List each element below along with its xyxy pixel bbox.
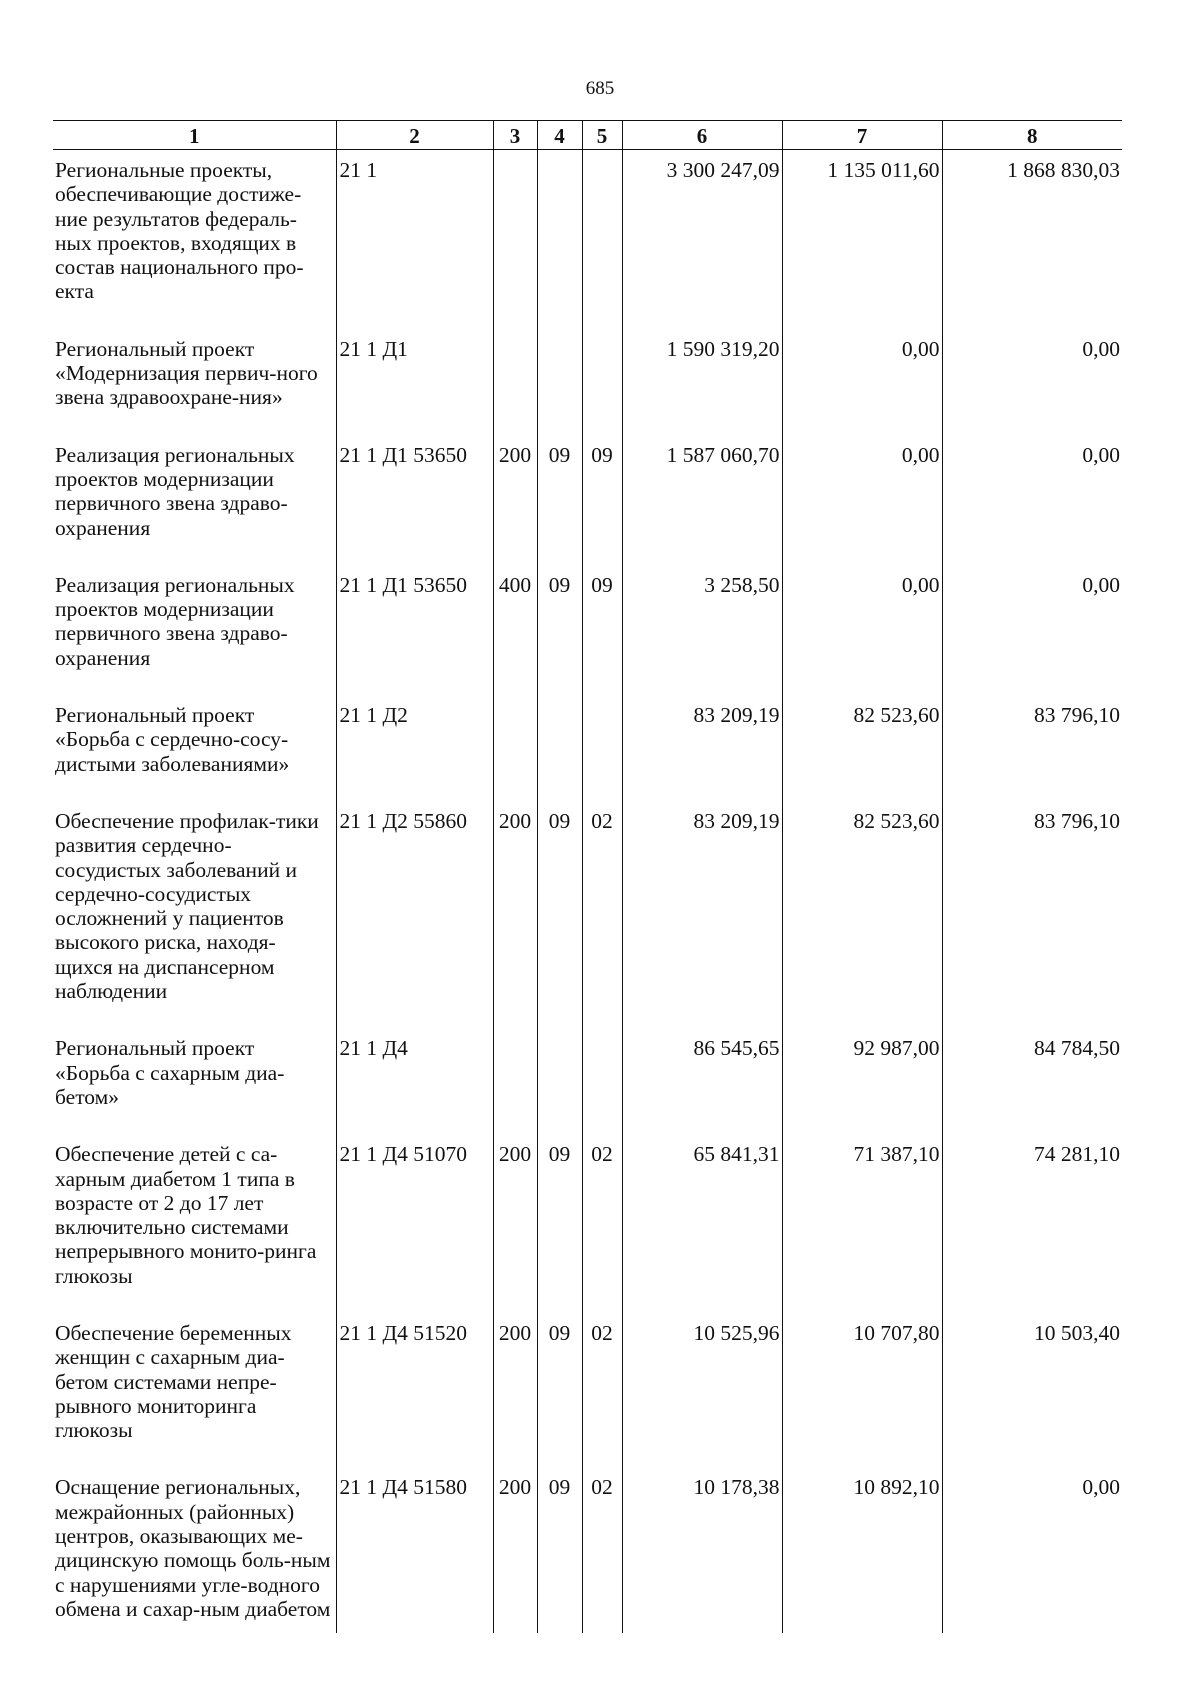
amount-col-6: 83 209,19 bbox=[622, 694, 782, 800]
amount-col-8: 83 796,10 bbox=[942, 694, 1122, 800]
target-article-code: 21 1 Д4 51070 bbox=[336, 1133, 493, 1312]
subsection-code bbox=[582, 150, 622, 328]
expense-type-code: 200 bbox=[493, 1133, 537, 1312]
subsection-code: 02 bbox=[582, 1312, 622, 1466]
amount-col-6: 86 545,65 bbox=[622, 1027, 782, 1133]
table-row bbox=[53, 328, 1122, 434]
amount-col-6: 10 525,96 bbox=[622, 1312, 782, 1466]
subsection-code: 02 bbox=[582, 800, 622, 1027]
row-name: Реализация региональных проектов модернизации первичного звена здраво-охранения bbox=[55, 572, 295, 670]
column-header: 3 bbox=[493, 121, 537, 150]
subsection-code bbox=[582, 1027, 622, 1133]
target-article-code: 21 1 Д2 bbox=[336, 694, 493, 800]
amount-col-7: 0,00 bbox=[782, 564, 942, 694]
page-number: 685 bbox=[585, 78, 615, 99]
amount-col-6: 3 258,50 bbox=[622, 564, 782, 694]
amount-col-7: 71 387,10 bbox=[782, 1133, 942, 1312]
expense-type-code: 200 bbox=[493, 1466, 537, 1633]
subsection-code: 09 bbox=[582, 434, 622, 564]
column-header: 2 bbox=[336, 121, 493, 150]
section-code bbox=[537, 1027, 582, 1133]
amount-col-6: 83 209,19 bbox=[622, 800, 782, 1027]
subsection-code bbox=[582, 328, 622, 434]
amount-col-7: 1 135 011,60 bbox=[782, 150, 942, 328]
target-article-code: 21 1 Д4 bbox=[336, 1027, 493, 1133]
expense-type-code: 200 bbox=[493, 800, 537, 1027]
amount-col-6: 10 178,38 bbox=[622, 1466, 782, 1633]
table-row bbox=[53, 1133, 1122, 1312]
table-row bbox=[53, 694, 1122, 800]
row-name: Обеспечение профилак-тики развития сердечно-сосудистых заболеваний и сердечно-сосудистых осложнений у пациентов высокого риска, находя-щихся на диспансерном наблюдении bbox=[55, 808, 319, 1004]
amount-col-7: 10 892,10 bbox=[782, 1466, 942, 1633]
row-name: Региональный проект «Модернизация первич-ного звена здравоохране-ния» bbox=[55, 336, 318, 410]
table-row bbox=[53, 150, 1122, 328]
column-header: 8 bbox=[942, 121, 1122, 150]
amount-col-6: 65 841,31 bbox=[622, 1133, 782, 1312]
expense-type-code: 400 bbox=[493, 564, 537, 694]
amount-col-7: 82 523,60 bbox=[782, 800, 942, 1027]
subsection-code bbox=[582, 694, 622, 800]
expense-type-code bbox=[493, 328, 537, 434]
target-article-code: 21 1 bbox=[336, 150, 493, 328]
target-article-code: 21 1 Д1 53650 bbox=[336, 564, 493, 694]
amount-col-8: 1 868 830,03 bbox=[942, 150, 1122, 328]
expense-type-code bbox=[493, 694, 537, 800]
amount-col-7: 10 707,80 bbox=[782, 1312, 942, 1466]
budget-table bbox=[53, 120, 1122, 1633]
expense-type-code bbox=[493, 150, 537, 328]
row-name: Региональный проект «Борьба с сахарным диа-бетом» bbox=[55, 1036, 285, 1109]
row-name: Оснащение региональных, межрайонных (районных) центров, оказывающих ме-дицинскую помощь боль-ным с нарушениями угле-водного обмена и сахар-ным диабетом bbox=[55, 1475, 331, 1621]
section-code: 09 bbox=[537, 1466, 582, 1633]
amount-col-8: 84 784,50 bbox=[942, 1027, 1122, 1133]
amount-col-7: 0,00 bbox=[782, 434, 942, 564]
amount-col-8: 10 503,40 bbox=[942, 1312, 1122, 1466]
amount-col-8: 0,00 bbox=[942, 564, 1122, 694]
amount-col-8: 0,00 bbox=[942, 328, 1122, 434]
table-row bbox=[53, 1027, 1122, 1133]
row-name: Реализация региональных проектов модернизации первичного звена здраво-охранения bbox=[55, 442, 295, 540]
target-article-code: 21 1 Д4 51580 bbox=[336, 1466, 493, 1633]
table-row bbox=[53, 564, 1122, 694]
row-name: Обеспечение беременных женщин с сахарным диа-бетом системами непре-рывного мониторинга глюкозы bbox=[55, 1320, 292, 1443]
amount-col-8: 0,00 bbox=[942, 1466, 1122, 1633]
subsection-code: 09 bbox=[582, 564, 622, 694]
amount-col-8: 83 796,10 bbox=[942, 800, 1122, 1027]
expense-type-code: 200 bbox=[493, 434, 537, 564]
table-row bbox=[53, 1312, 1122, 1466]
target-article-code: 21 1 Д1 bbox=[336, 328, 493, 434]
amount-col-7: 82 523,60 bbox=[782, 694, 942, 800]
amount-col-7: 0,00 bbox=[782, 328, 942, 434]
target-article-code: 21 1 Д2 55860 bbox=[336, 800, 493, 1027]
table-row bbox=[53, 434, 1122, 564]
amount-col-6: 1 587 060,70 bbox=[622, 434, 782, 564]
expense-type-code bbox=[493, 1027, 537, 1133]
section-code bbox=[537, 328, 582, 434]
column-header: 4 bbox=[537, 121, 582, 150]
amount-col-8: 0,00 bbox=[942, 434, 1122, 564]
section-code: 09 bbox=[537, 1312, 582, 1466]
amount-col-8: 74 281,10 bbox=[942, 1133, 1122, 1312]
subsection-code: 02 bbox=[582, 1133, 622, 1312]
target-article-code: 21 1 Д1 53650 bbox=[336, 434, 493, 564]
target-article-code: 21 1 Д4 51520 bbox=[336, 1312, 493, 1466]
row-name: Региональные проекты, обеспечивающие достиже-ние результатов федераль-ных проектов, входящих в состав национального про-екта bbox=[55, 158, 304, 304]
column-header: 7 bbox=[782, 121, 942, 150]
section-code: 09 bbox=[537, 434, 582, 564]
row-name: Региональный проект «Борьба с сердечно-сосу-дистыми заболеваниями» bbox=[55, 703, 290, 776]
amount-col-6: 3 300 247,09 bbox=[622, 150, 782, 328]
section-code bbox=[537, 694, 582, 800]
column-header: 5 bbox=[582, 121, 622, 150]
section-code: 09 bbox=[537, 1133, 582, 1312]
column-number-header bbox=[53, 121, 1122, 150]
section-code bbox=[537, 150, 582, 328]
expense-type-code: 200 bbox=[493, 1312, 537, 1466]
row-name: Обеспечение детей с са-харным диабетом 1 типа в возрасте от 2 до 17 лет включительно системами непрерывного монито-ринга глюкозы bbox=[55, 1142, 317, 1288]
subsection-code: 02 bbox=[582, 1466, 622, 1633]
amount-col-6: 1 590 319,20 bbox=[622, 328, 782, 434]
amount-col-7: 92 987,00 bbox=[782, 1027, 942, 1133]
column-header: 6 bbox=[622, 121, 782, 150]
section-code: 09 bbox=[537, 800, 582, 1027]
section-code: 09 bbox=[537, 564, 582, 694]
column-header: 1 bbox=[53, 121, 336, 150]
table-row bbox=[53, 1466, 1122, 1633]
table-row bbox=[53, 800, 1122, 1027]
